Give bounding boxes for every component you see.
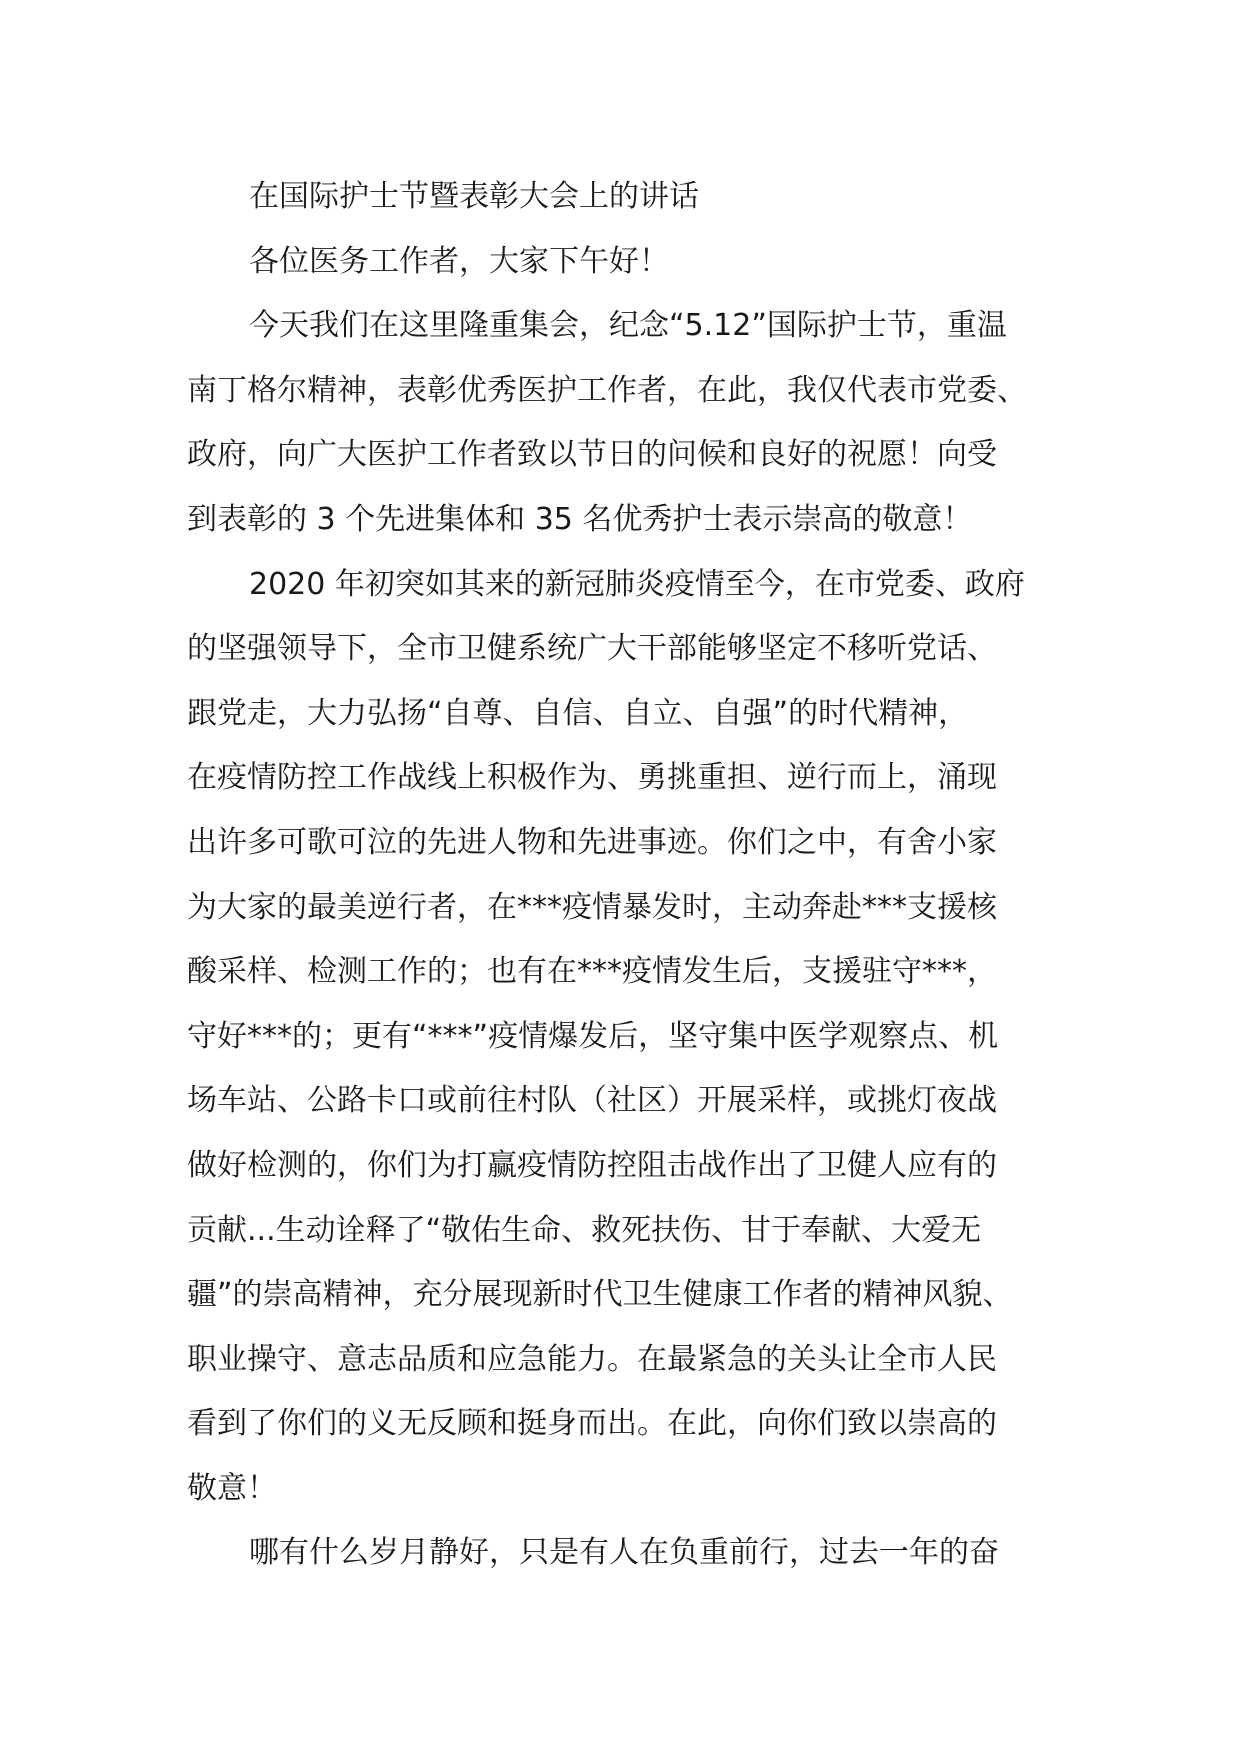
body-line: 今天我们在这里隆重集会，纪念“5.12”国际护士节，重温 [249,308,1007,344]
body-line: 2020 年初突如其来的新冠肺炎疫情至今，在市党委、政府 [249,566,1025,602]
body-line: 看到了你们的义无反顾和挺身而出。在此，向你们致以崇高的 [187,1406,997,1442]
body-line: 疆”的崇高精神，充分展现新时代卫生健康工作者的精神风貌、 [187,1277,1013,1313]
body-line: 在疫情防控工作战线上积极作为、勇挑重担、逆行而上，涌现 [187,760,997,796]
body-line: 出许多可歌可泣的先进人物和先进事迹。你们之中，有舍小家 [187,824,997,860]
body-line: 职业操守、意志品质和应急能力。在最紧急的关头让全市人民 [187,1341,997,1377]
body-line: 贡献...生动诠释了“敬佑生命、救死扶伤、甘于奉献、大爱无 [187,1212,982,1248]
body-line: 酸采样、检测工作的；也有在***疫情发生后，支援驻守***， [187,954,997,990]
salutation: 各位医务工作者，大家下午好！ [249,243,669,279]
body-line: 的坚强领导下，全市卫健系统广大干部能够坚定不移听党话、 [187,631,997,667]
body-line: 敬意！ [187,1470,277,1506]
body-line: 南丁格尔精神，表彰优秀医护工作者，在此，我仅代表市党委、 [187,372,1027,408]
body-line: 哪有什么岁月静好，只是有人在负重前行，过去一年的奋 [249,1535,999,1571]
body-line: 做好检测的，你们为打赢疫情防控阻击战作出了卫健人应有的 [187,1147,997,1183]
body-line: 场车站、公路卡口或前往村队（社区）开展采样，或挑灯夜战 [187,1083,997,1119]
document-body [187,165,1067,1586]
body-line: 政府，向广大医护工作者致以节日的问候和良好的祝愿！向受 [187,437,997,473]
body-line: 到表彰的 3 个先进集体和 35 名优秀护士表示崇高的敬意！ [187,501,973,537]
document-title: 在国际护士节暨表彰大会上的讲话 [249,179,699,214]
body-line: 为大家的最美逆行者，在***疫情暴发时，主动奔赴***支援核 [187,889,997,925]
body-line: 守好***的；更有“***”疫情爆发后，坚守集中医学观察点、机 [187,1018,999,1054]
body-line: 跟党走，大力弘扬“自尊、自信、自立、自强”的时代精神， [187,695,969,731]
